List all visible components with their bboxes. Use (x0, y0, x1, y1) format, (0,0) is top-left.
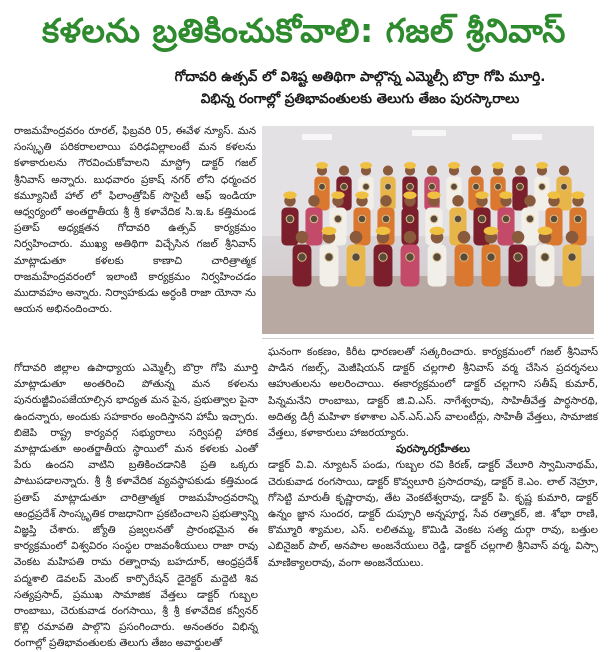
headline: కళలను బ్రతికించుకోవాలి: గజల్ శ్రీనివాస్ (42, 11, 566, 50)
article-paragraph: ఘనంగా కంకణం, కిరీట ధారణలతో సత్కరించారు. కార్యక్రమంలో గజల్ శ్రీనివాస్ పాడిన గజల్స్, మెజీషియన్ డాక్టర్ చల్లగాలి శ్రీనివాస్ వర్మ చేసిన ప్రదర్శనలు ఆహుతులను అలరించాయి. ఈకార్యక్రమంలో డాక్టర్ చల్లగాని సతీష్ కుమార్, పిన్నమనేని రాంబాబు, డాక్టర్ జి.వి.ఎస్. నాగేశ్వరావు, సాహితీవేత్త పార్థసారథి, అదిత్య డిగ్రీ మహిళా కళాశాల ఎన్.ఎస్.ఎస్ వాలంటీర్లు, సాహితీ వేత్తలు, సామాజిక వేత్తలు, కళాకారులు హాజరయ్యారు. (268, 346, 598, 440)
event-photo (262, 126, 594, 334)
article-paragraph: రాజమహేంద్రవరం రూరల్, ఫిబ్రవరి 05, ఈవేళ న్యూస్. మన సంస్కృతి పరికరాలలాయి పరిఢవిల్లాలంటే మన కళలను కళాకారులను గౌరవించుకోవాలని మాస్ట్రో డాక్టర్ గజల్ శ్రీనివాస్ అన్నారు. బుధవారం ప్రకాష్ నగర్ లోని ధర్మంచర కమ్యూనిటీ హాల్ లో ఫిలాంత్రోపిక్ సొసైటీ ఆఫ్ ఇండియా ఆధ్వర్యంలో అంతర్జాతీయ శ్రీ శ్రీ కళావేదిక సి.ఇ.ఓ కత్తిమండ ప్రతాప్ అధ్యక్షతన గోదావరి ఉత్సవ్ కార్యక్రమం నిర్వహించారు. ముఖ్య అతిథిగా విచ్చేసిన గజల్ శ్రీనివాస్ మాట్లాడుతూ కళలకు కాణాచి చారిత్రాత్మక రాజమహేంద్రవరంలో ఇలాంటి కార్యక్రమం నిర్వహించడం ముదావహం అన్నారు. నిర్వాహకుడు అర్ధంకి రాజా యోనా ను ఆయన అభినందించారు. (14, 125, 256, 316)
article-column-c (268, 344, 598, 571)
awardees-heading: పురస్కారగ్రహీతలు (396, 443, 470, 456)
article-paragraph: గోదావరి జిల్లాల ఉపాధ్యాయ ఎమ్మెల్సీ బొర్రా గోపి మూర్తి మాట్లాడుతూ అంతరించి పోతున్న మన కళలను పునరుజ్జీవింపజేయాల్సిన భాద్యత మన పైన, ప్రభుత్వాల పైనా ఉందన్నారు, అందుకు సహకారం అందిస్తానని హామీ ఇచ్చారు. బిజెపి రాష్ట్ర కార్యవర్గ సభ్యురాలు సర్విపల్లి హారిక మాట్లాడుతూ అంతర్జాతీయ స్థాయిలో మన కళలకు ఎంతో పేరు ఉందని వాటిని బ్రతికించడానికి ప్రతి ఒక్కరు పాటుపడాలన్నారు. శ్రీ శ్రీ కళావేదిక వ్యవస్థాపకుడు కత్తిమండ ప్రతాప్ మాట్లాడుతూ చారిత్రాత్మక రాజమహేంద్రవరాన్ని ఆంధ్రప్రదేశ్ సాంస్కృతిక రాజధానిగా ప్రకటించాలని ప్రభుత్వాన్ని విజ్ఞప్తి చేశారు. జ్యోతి ప్రజ్వలనతో ప్రారంభమైన ఈ కార్యక్రమంలో విశ్వవిరం సంస్థల రాజవంశీయులు రాజా రావు వెంకట మహిపతి రామ రత్నారావు బహదూర్, ఆంధ్రప్రదేశ్ పద్మశాలి డెవలప్ మెంట్ కార్పొరేషన్ డైరెక్టర్ మద్దెటి శివ సత్యప్రసాద్, ప్రముఖ సామాజిక వేత్తలు డాక్టర్ గుబ్బల రాంబాబు, చెరుకువాడ రంగసాయి, శ్రీ శ్రీ కళావేదిక కన్వీనర్ కొల్లి రమావతి పాల్గొని ప్రసంగించారు. అనంతరం విభిన్న రంగాల్లో ప్రతిభావంతులకు తెలుగు తేజం అవార్డులతో (14, 362, 258, 650)
article-column-a (14, 123, 256, 317)
group-photo-illustration (262, 126, 594, 334)
awardees-list: డాక్టర్ వి.వి. న్యూటన్ పండు, గుబ్బల రవి కిరణ్, డాక్టర్ వేలూరి స్వామినాథమ్, చెరుకువాడ రంగసాయి, డాక్టర్ కొవ్వలూరి ప్రసాదరావు, డాక్టర్ కె.ఎం. లాల్ నెహ్రూ, గోసెట్టి మారుతీ కృష్ణారావు, తేట వెంకటేశ్వరావు, డాక్టర్ పి. కృష్ణ కుమారి, డాక్టర్ ఉన్నం జ్ఞాన సుందర, డాక్టర్ దుప్పూరి అన్నపూర్ణ, సేవ రత్నాకర్, జి. శోభా రాణి, కొమ్మూరి శ్యామల, ఎస్. లలితమ్మ, కొమిడి వెంకట సత్య దుర్గా రావు, బత్తుల ఎబినైజర్ పాల్, అనపాల అంజనేయులు రెడ్డి, డాక్టర్ చల్లగాలి శ్రీనివాస్ వర్మ, విస్సా మాణిక్యాలరావు, వంగా అంజనేయులు. (268, 459, 598, 569)
subheadline-2: విభిన్న రంగాల్లో ప్రతిభావంతులకు తెలుగు తేజం పురస్కారాలు (200, 91, 520, 107)
article-column-b (14, 360, 258, 652)
subheadline-1: గోదావరి ఉత్సవ్ లో విశిష్ట అతిథిగా పాల్గొన్న ఎమ్మెల్సీ బొర్రా గోపి మూర్తి. (174, 69, 546, 85)
photo-divider (262, 338, 594, 339)
